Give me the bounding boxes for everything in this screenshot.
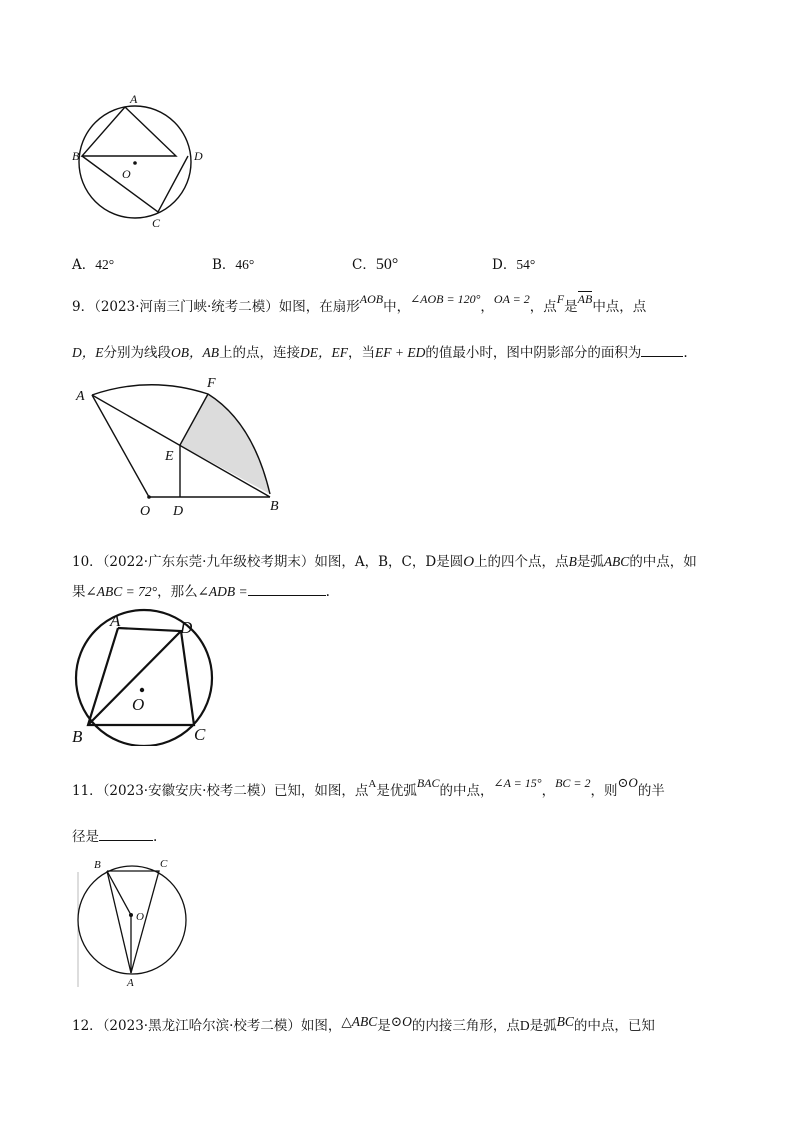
q10-center-dot	[140, 688, 144, 692]
q9-label-a: A	[76, 389, 85, 404]
q8-label-d: D	[194, 149, 203, 163]
q8-option-b: B．46°	[212, 257, 255, 273]
q9-figure	[70, 370, 300, 520]
q10-label-o: O	[132, 695, 145, 714]
q11-line1: 11．（2023·安徽安庆·校考二模）已知，如图，点$^A$是优弧BAC的中点，∠A = 15°，BC = 2，则⊙O的半	[72, 775, 665, 799]
q8-option-c: C．50°	[352, 256, 399, 273]
q9-label-o: O	[140, 504, 151, 519]
q8-option-d: D．54°	[492, 257, 536, 273]
q9-point-o	[147, 495, 151, 499]
q10-label-d: D	[180, 618, 193, 637]
q10-line2: 果∠ABC = 72°，那么∠ADB = .	[72, 581, 330, 602]
q8-label-o: O	[122, 167, 131, 181]
q9-line1: 9．（2023·河南三门峡·统考二模）如图，在扇形AOB中，∠AOB = 120°，OA = 2，点F是AB中点，点	[72, 292, 647, 315]
q10-label-c: C	[194, 725, 206, 744]
q10-figure	[68, 606, 238, 746]
q9-line2: D，E分别为线段OB，AB上的点，连接DE，EF，当EF + ED的值最小时，图中阴影部分的面积为 .	[72, 342, 688, 363]
q9-label-e: E	[165, 449, 174, 464]
q9-label-f: F	[207, 376, 216, 391]
q8-figure	[70, 90, 220, 235]
q9-shaded-region	[180, 394, 270, 494]
q11-radius-ob	[107, 871, 131, 915]
q11-answer-blank[interactable]	[99, 826, 153, 841]
q8-triangle-abd	[82, 107, 176, 156]
q11-label-o: O	[136, 911, 144, 923]
q10-line1: 10．（2022·广东东莞·九年级校考期末）如图，A，B，C，D是圆O上的四个点，点B是弧ABC的中点，如	[72, 554, 697, 570]
q11-figure	[70, 852, 195, 992]
q11-label-c: C	[160, 858, 168, 870]
q10-label-a: A	[110, 611, 121, 630]
q9-answer-blank[interactable]	[641, 342, 683, 357]
q8-center-dot	[133, 161, 137, 165]
q11-label-b: B	[94, 859, 101, 871]
q9-segment-oa	[92, 395, 149, 497]
q10-answer-blank[interactable]	[248, 581, 326, 596]
q10-label-b: B	[72, 727, 83, 746]
q11-center-dot	[129, 913, 133, 917]
q11-circle	[78, 866, 186, 974]
q11-label-a: A	[127, 977, 134, 989]
q12-line1: 12．（2023·黑龙江哈尔滨·校考二模）如图，△ABC是⊙O的内接三角形，点D是弧BC的中点，已知	[72, 1014, 655, 1034]
q9-label-d: D	[173, 504, 184, 519]
q11-line2: 径是 .	[72, 826, 157, 847]
q8-option-a: A．42°	[72, 257, 115, 273]
q8-label-a: A	[130, 92, 138, 106]
q8-label-b: B	[72, 149, 80, 163]
q9-label-b: B	[270, 499, 279, 514]
q8-label-c: C	[152, 216, 161, 230]
